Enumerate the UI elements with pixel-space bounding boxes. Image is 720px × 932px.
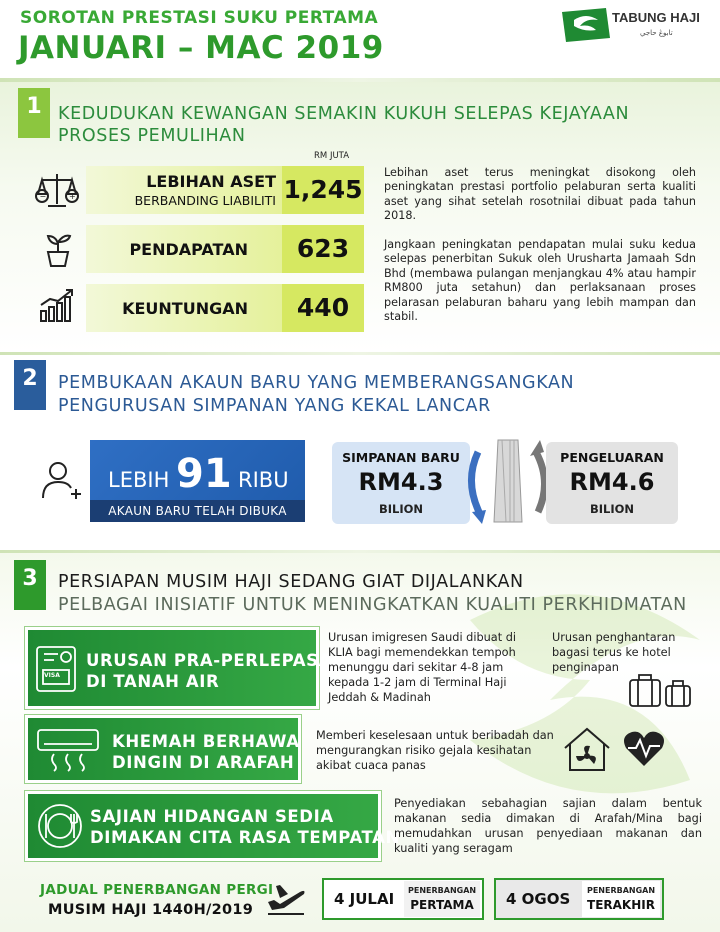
item-title-line2: DIMAKAN CITA RASA TEMPATAN bbox=[90, 828, 400, 847]
section-3-number: 3 bbox=[14, 560, 46, 610]
luggage-icon bbox=[626, 672, 696, 710]
section-divider bbox=[0, 78, 720, 82]
section-1-heading-line1: KEDUDUKAN KEWANGAN SEMAKIN KUKUH SELEPAS KEJAYAAN bbox=[58, 104, 630, 124]
passport-visa-icon bbox=[34, 644, 78, 694]
logo-text: TABUNG HAJI bbox=[612, 10, 700, 25]
schedule-title-line1: JADUAL PENERBANGAN PERGI bbox=[40, 882, 274, 898]
logo-arabic-text: تابوڠ حاجي bbox=[640, 29, 673, 37]
item-title-line2: DI TANAH AIR bbox=[86, 672, 220, 691]
section-1-paragraph-2: Jangkaan peningkatan pendapatan mulai suku kedua selepas penerbitan Sukuk oleh Urusharta Jamaah Sdn Bhd (membawa pulangan menjangkau 4% atau hampir RM800 juta setahun) dan perlaksanaan proses pelarasan pelaburan baharu yang lebih mampan dan stabil. bbox=[384, 238, 696, 324]
metric-label: PENDAPATAN bbox=[129, 240, 248, 259]
metric-value: 1,245 bbox=[283, 175, 363, 204]
schedule-title-line2: MUSIM HAJI 1440H/2019 bbox=[48, 902, 254, 918]
item-description: Urusan imigresen Saudi dibuat di KLIA bagi memendekkan tempoh menunggu dari sekitar 4-8 jam kepada 1-2 jam di Terminal Haji Jeddah & Madinah bbox=[328, 631, 517, 704]
metric-value: 440 bbox=[296, 293, 350, 322]
section-2-number: 2 bbox=[14, 360, 46, 410]
last-flight-tag-small: PENERBANGAN bbox=[586, 886, 656, 895]
dining-icon bbox=[36, 802, 84, 850]
air-conditioner-icon bbox=[36, 728, 100, 772]
savings-label: SIMPANAN BARU bbox=[342, 450, 460, 465]
section-1-paragraph-1: Lebihan aset terus meningkat disokong oleh peningkatan prestasi portfolio pelaburan serta kualiti aset yang sihat setelah rosotnilai dibuat pada tahun 2018. bbox=[384, 166, 696, 223]
tabung-haji-tower-icon bbox=[462, 432, 554, 532]
accounts-suffix: RIBU bbox=[238, 468, 289, 492]
airplane-takeoff-icon bbox=[264, 880, 308, 916]
item-title-line1: KHEMAH BERHAWA bbox=[112, 732, 300, 751]
unit-label: RM JUTA bbox=[314, 151, 350, 161]
metric-label: KEUNTUNGAN bbox=[122, 299, 248, 318]
item-description-2: Urusan penghantaran bagasi terus ke hotel penginapan bbox=[552, 631, 676, 674]
metric-value: 623 bbox=[296, 234, 350, 263]
scales-icon bbox=[34, 170, 80, 210]
accounts-prefix: LEBIH bbox=[108, 468, 170, 492]
accounts-number: 91 bbox=[176, 451, 232, 497]
accounts-caption: AKAUN BARU TELAH DIBUKA bbox=[108, 504, 287, 518]
svg-text:+: + bbox=[69, 192, 76, 201]
withdrawals-label: PENGELUARAN bbox=[560, 450, 664, 465]
page-title: JANUARI – MAC 2019 bbox=[18, 30, 384, 66]
section-1-heading-line2: PROSES PEMULIHAN bbox=[58, 126, 246, 146]
withdrawals-unit: BILION bbox=[589, 502, 635, 516]
section-3-heading-line1: PERSIAPAN MUSIM HAJI SEDANG GIAT DIJALANKAN bbox=[58, 572, 524, 592]
withdrawals-amount: RM4.6 bbox=[569, 468, 655, 496]
svg-text:−: − bbox=[39, 192, 47, 201]
metric-label: LEBIHAN ASET bbox=[146, 172, 276, 191]
savings-amount: RM4.3 bbox=[358, 468, 444, 496]
item-title-line2: DINGIN DI ARAFAH bbox=[112, 753, 295, 772]
visa-label: VISA bbox=[44, 672, 60, 679]
item-title-line1: SAJIAN HIDANGAN SEDIA bbox=[90, 807, 334, 826]
growth-chart-icon bbox=[38, 287, 78, 323]
section-1-number: 1 bbox=[18, 88, 50, 138]
heart-pulse-icon bbox=[622, 728, 666, 768]
metric-sublabel: BERBANDING LIABILITI bbox=[134, 193, 276, 208]
add-user-icon bbox=[40, 458, 84, 502]
last-flight-date: 4 OGOS bbox=[506, 890, 571, 908]
first-flight-date: 4 JULAI bbox=[334, 890, 395, 908]
page-subtitle: SOROTAN PRESTASI SUKU PERTAMA bbox=[20, 8, 379, 28]
first-flight-tag-small: PENERBANGAN bbox=[408, 886, 477, 895]
section-2-heading-line2: PENGURUSAN SIMPANAN YANG KEKAL LANCAR bbox=[58, 396, 491, 416]
section-2-heading-line1: PEMBUKAAN AKAUN BARU YANG MEMBERANGSANGKAN bbox=[58, 373, 575, 393]
item-title-line1: URUSAN PRA-PERLEPASAN bbox=[86, 651, 347, 670]
first-flight-tag-big: PERTAMA bbox=[410, 898, 474, 912]
item-description: Memberi keselesaan untuk beribadah dan mengurangkan risiko gejala kesihatan akibat cuaca panas bbox=[316, 729, 554, 772]
fan-home-icon bbox=[562, 726, 612, 774]
section-3-heading-line2: PELBAGAI INISIATIF UNTUK MENINGKATKAN KUALITI PERKHIDMATAN bbox=[58, 595, 687, 615]
last-flight-tag-big: TERAKHIR bbox=[587, 898, 655, 912]
savings-unit: BILION bbox=[378, 502, 424, 516]
plant-icon bbox=[42, 230, 74, 270]
item-description: Penyediakan sebahagian sajian dalam bentuk makanan sedia dimakan di Arafah/Mina bagi memudahkan urusan penyediaan makanan dan kualiti yang seragam bbox=[394, 797, 702, 855]
